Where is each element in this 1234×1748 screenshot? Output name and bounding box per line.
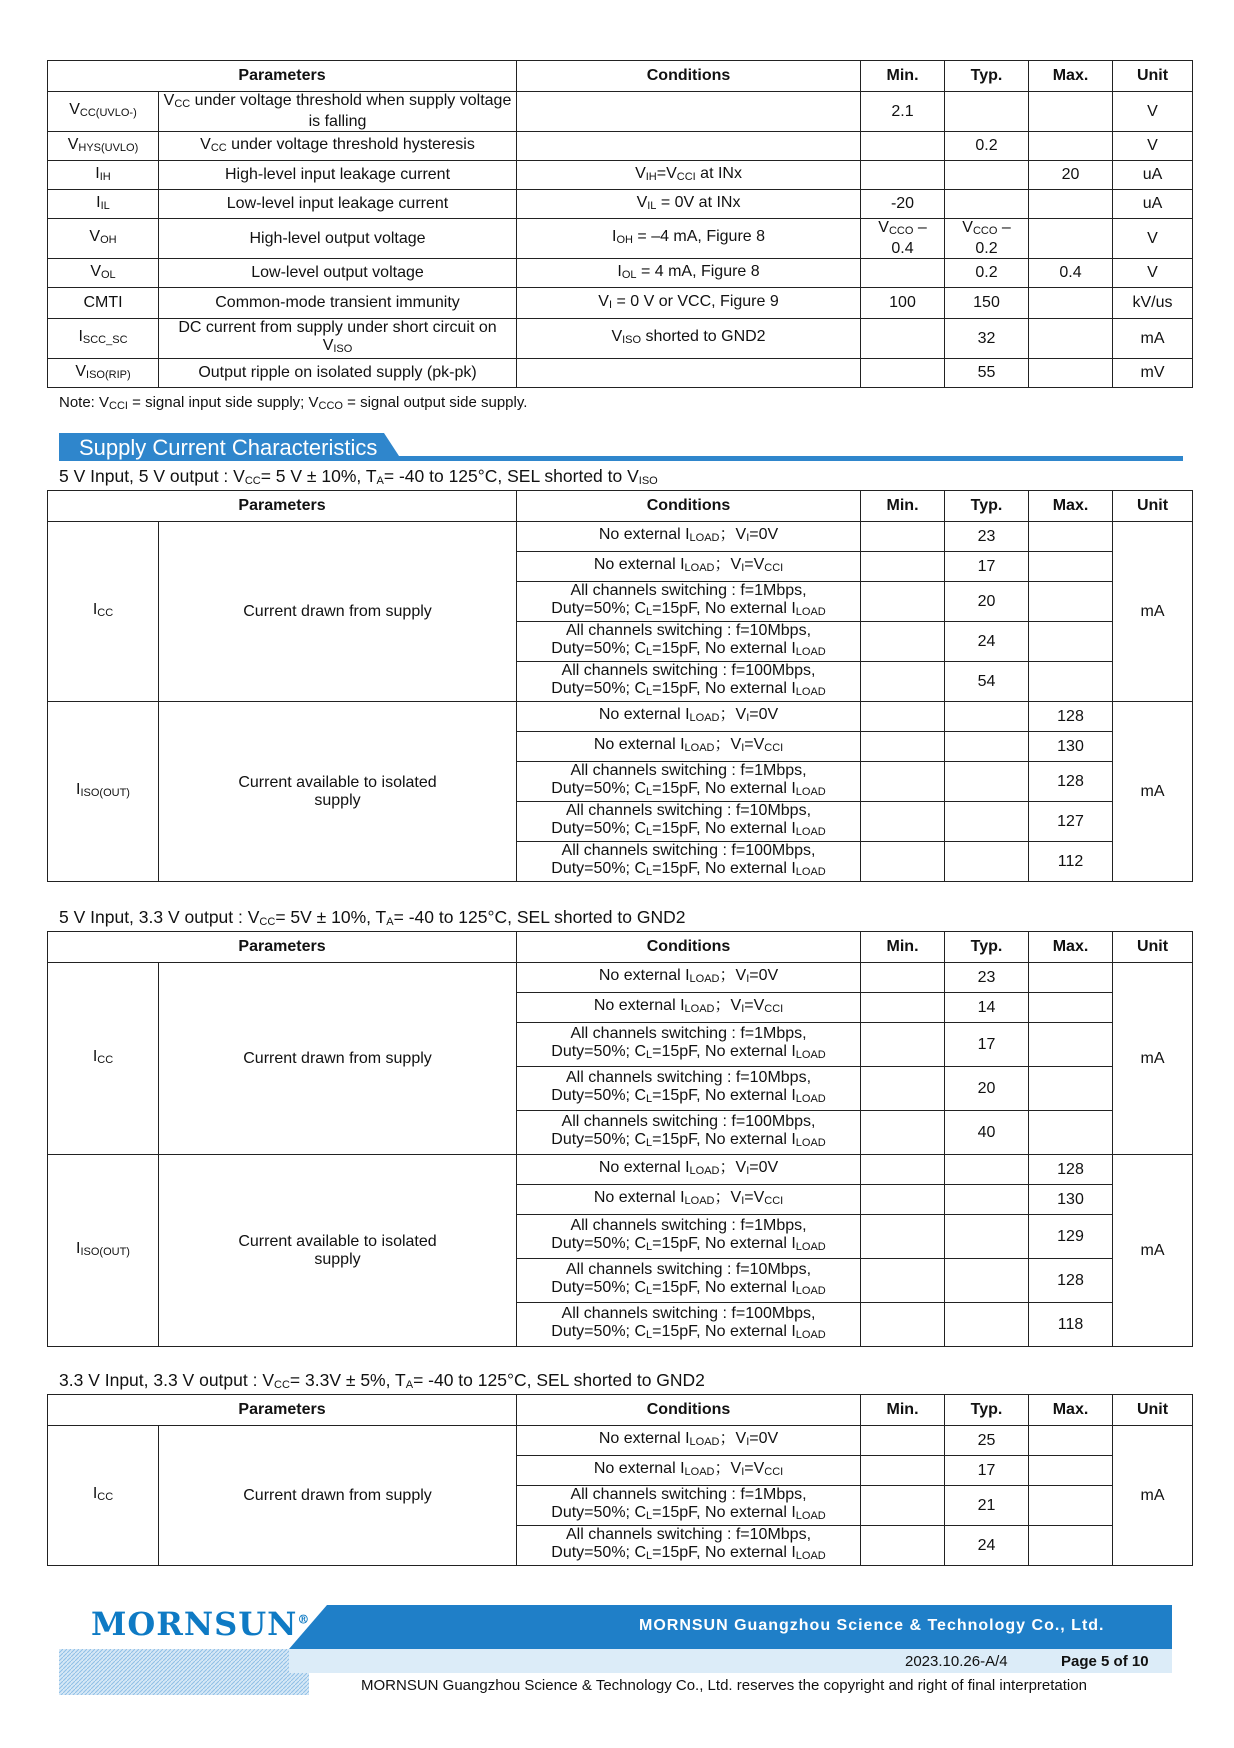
param-description: Current available to isolated supply bbox=[159, 702, 517, 882]
param-symbol: $I_{CC}$ bbox=[48, 963, 159, 1155]
condition: No external $I_{LOAD}$；$V_I=0V$ bbox=[517, 1155, 861, 1185]
section-band-line bbox=[389, 456, 1183, 461]
condition bbox=[517, 92, 861, 132]
param-symbol: $V_{CC(UVLO-)}$ bbox=[48, 92, 159, 132]
typ-value: 150 bbox=[945, 288, 1029, 319]
max-value bbox=[1029, 522, 1113, 552]
header-max: Max. bbox=[1029, 491, 1113, 522]
header-min: Min. bbox=[861, 491, 945, 522]
table-row bbox=[48, 259, 1193, 288]
condition: $V_I = 0$ V or VCC, Figure 9 bbox=[517, 288, 861, 319]
min-value bbox=[861, 662, 945, 702]
param-symbol: $I_{CC}$ bbox=[48, 522, 159, 702]
unit: V bbox=[1113, 132, 1193, 161]
typ-value bbox=[945, 702, 1029, 732]
table-row bbox=[48, 702, 1193, 732]
header-unit: Unit bbox=[1113, 491, 1193, 522]
condition: All channels switching : f=10Mbps, Duty=50%; $C_L=15pF$, No external $I_{LOAD}$ bbox=[517, 1259, 861, 1303]
typ-value bbox=[945, 1303, 1029, 1347]
typ-value: 17 bbox=[945, 1023, 1029, 1067]
footer-hatch bbox=[59, 1649, 309, 1695]
max-value: 118 bbox=[1029, 1303, 1113, 1347]
table-row bbox=[48, 190, 1193, 219]
condition bbox=[517, 359, 861, 388]
max-value bbox=[1029, 993, 1113, 1023]
header-conditions: Conditions bbox=[517, 61, 861, 92]
table-row bbox=[48, 288, 1193, 319]
min-value bbox=[861, 993, 945, 1023]
max-value bbox=[1029, 1486, 1113, 1526]
supply-table-5v-3v3 bbox=[47, 931, 1193, 1347]
max-value bbox=[1029, 1456, 1113, 1486]
condition: All channels switching : f=1Mbps, Duty=50%; $C_L=15pF$, No external $I_{LOAD}$ bbox=[517, 1215, 861, 1259]
max-value: 128 bbox=[1029, 1155, 1113, 1185]
footer-light-band bbox=[289, 1649, 1172, 1673]
block3-subtitle: 3.3 V Input, 3.3 V output : $V_{CC}= 3.3V \pm 5\%$, $T_A= -40$ to 125°C, SEL shorted to GND2 bbox=[59, 1370, 705, 1391]
min-value: $V_{CCO} - 0.4$ bbox=[861, 219, 945, 259]
condition: All channels switching : f=10Mbps, Duty=50%; $C_L=15pF$, No external $I_{LOAD}$ bbox=[517, 802, 861, 842]
unit: mA bbox=[1113, 702, 1193, 882]
header-parameters: Parameters bbox=[48, 1395, 517, 1426]
min-value bbox=[861, 161, 945, 190]
max-value bbox=[1029, 1023, 1113, 1067]
param-description: Current drawn from supply bbox=[159, 1426, 517, 1566]
param-symbol: $I_{ISO(OUT)}$ bbox=[48, 1155, 159, 1347]
condition: No external $I_{LOAD}$；$V_I=V_{CCI}$ bbox=[517, 552, 861, 582]
min-value: -20 bbox=[861, 190, 945, 219]
min-value bbox=[861, 1067, 945, 1111]
unit: uA bbox=[1113, 161, 1193, 190]
typ-value bbox=[945, 190, 1029, 219]
condition: All channels switching : f=10Mbps, Duty=50%; $C_L=15pF$, No external $I_{LOAD}$ bbox=[517, 622, 861, 662]
table-row bbox=[48, 132, 1193, 161]
header-parameters: Parameters bbox=[48, 61, 517, 92]
typ-value: 21 bbox=[945, 1486, 1029, 1526]
condition: No external $I_{LOAD}$；$V_I=0V$ bbox=[517, 702, 861, 732]
condition: No external $I_{LOAD}$；$V_I=V_{CCI}$ bbox=[517, 732, 861, 762]
max-value: 20 bbox=[1029, 161, 1113, 190]
electrical-characteristics-table bbox=[47, 60, 1193, 388]
max-value bbox=[1029, 1111, 1113, 1155]
max-value: 130 bbox=[1029, 732, 1113, 762]
param-symbol: $I_{CC}$ bbox=[48, 1426, 159, 1566]
param-symbol: $V_{OL}$ bbox=[48, 259, 159, 288]
footer-version: 2023.10.26-A/4 bbox=[905, 1653, 1008, 1670]
table-header-row bbox=[48, 61, 1193, 92]
header-parameters: Parameters bbox=[48, 491, 517, 522]
min-value bbox=[861, 1023, 945, 1067]
min-value bbox=[861, 802, 945, 842]
header-min: Min. bbox=[861, 61, 945, 92]
typ-value bbox=[945, 161, 1029, 190]
condition: All channels switching : f=10Mbps, Duty=50%; $C_L=15pF$, No external $I_{LOAD}$ bbox=[517, 1526, 861, 1566]
unit: mA bbox=[1113, 319, 1193, 359]
condition: No external $I_{LOAD}$；$V_I=0V$ bbox=[517, 1426, 861, 1456]
condition: All channels switching : f=1Mbps, Duty=50%; $C_L=15pF$, No external $I_{LOAD}$ bbox=[517, 762, 861, 802]
footer-page-number: Page 5 of 10 bbox=[1061, 1653, 1149, 1670]
max-value bbox=[1029, 552, 1113, 582]
max-value bbox=[1029, 1526, 1113, 1566]
condition: All channels switching : f=100Mbps, Duty=50%; $C_L=15pF$, No external $I_{LOAD}$ bbox=[517, 1111, 861, 1155]
max-value bbox=[1029, 132, 1113, 161]
typ-value: 0.2 bbox=[945, 259, 1029, 288]
max-value: 129 bbox=[1029, 1215, 1113, 1259]
header-max: Max. bbox=[1029, 932, 1113, 963]
typ-value: 25 bbox=[945, 1426, 1029, 1456]
max-value: 127 bbox=[1029, 802, 1113, 842]
typ-value bbox=[945, 92, 1029, 132]
min-value bbox=[861, 259, 945, 288]
max-value bbox=[1029, 288, 1113, 319]
max-value bbox=[1029, 622, 1113, 662]
header-conditions: Conditions bbox=[517, 932, 861, 963]
footer-copyright: MORNSUN Guangzhou Science & Technology Co., Ltd. reserves the copyright and right of final interpretation bbox=[361, 1677, 1087, 1694]
header-conditions: Conditions bbox=[517, 491, 861, 522]
unit: uA bbox=[1113, 190, 1193, 219]
condition: No external $I_{LOAD}$；$V_I=V_{CCI}$ bbox=[517, 1456, 861, 1486]
typ-value bbox=[945, 1155, 1029, 1185]
unit: mA bbox=[1113, 1155, 1193, 1347]
block1-subtitle: 5 V Input, 5 V output : $V_{CC}= 5$ V ± 10%, $T_A= -40$ to 125°C, SEL shorted to $V_{ISO}$ bbox=[59, 466, 658, 487]
supply-table-3v3-3v3 bbox=[47, 1394, 1193, 1566]
footer-company-name: MORNSUN Guangzhou Science & Technology Co., Ltd. bbox=[639, 1617, 1105, 1634]
param-description: High-level input leakage current bbox=[159, 161, 517, 190]
header-max: Max. bbox=[1029, 1395, 1113, 1426]
condition: All channels switching : f=10Mbps, Duty=50%; $C_L=15pF$, No external $I_{LOAD}$ bbox=[517, 1067, 861, 1111]
min-value bbox=[861, 319, 945, 359]
param-description: DC current from supply under short circuit on $V_{ISO}$ bbox=[159, 319, 517, 359]
condition: No external $I_{LOAD}$；$V_I=0V$ bbox=[517, 522, 861, 552]
min-value bbox=[861, 762, 945, 802]
logo-reg: ® bbox=[297, 1612, 311, 1627]
unit: mA bbox=[1113, 1426, 1193, 1566]
section-title: Supply Current Characteristics bbox=[79, 435, 378, 460]
header-typ: Typ. bbox=[945, 1395, 1029, 1426]
table-row bbox=[48, 319, 1193, 359]
param-description: Current available to isolated supply bbox=[159, 1155, 517, 1347]
condition: No external $I_{LOAD}$；$V_I=V_{CCI}$ bbox=[517, 993, 861, 1023]
condition: $I_{OL} = 4$ mA, Figure 8 bbox=[517, 259, 861, 288]
table-row bbox=[48, 359, 1193, 388]
min-value bbox=[861, 1526, 945, 1566]
table-header-row bbox=[48, 491, 1193, 522]
header-max: Max. bbox=[1029, 61, 1113, 92]
param-symbol: $V_{ISO(RIP)}$ bbox=[48, 359, 159, 388]
unit: kV/us bbox=[1113, 288, 1193, 319]
condition: All channels switching : f=1Mbps, Duty=50%; $C_L=15pF$, No external $I_{LOAD}$ bbox=[517, 1023, 861, 1067]
min-value bbox=[861, 132, 945, 161]
header-typ: Typ. bbox=[945, 491, 1029, 522]
table-row bbox=[48, 92, 1193, 132]
max-value: 130 bbox=[1029, 1185, 1113, 1215]
min-value bbox=[861, 359, 945, 388]
typ-value: 40 bbox=[945, 1111, 1029, 1155]
typ-value: 17 bbox=[945, 552, 1029, 582]
typ-value: 54 bbox=[945, 662, 1029, 702]
max-value bbox=[1029, 1426, 1113, 1456]
header-min: Min. bbox=[861, 1395, 945, 1426]
condition: No external $I_{LOAD}$；$V_I=0V$ bbox=[517, 963, 861, 993]
typ-value: 20 bbox=[945, 1067, 1029, 1111]
min-value bbox=[861, 622, 945, 662]
block2-subtitle: 5 V Input, 3.3 V output : $V_{CC}= 5V \pm 10\%$, $T_A= -40$ to 125°C, SEL shorted to GND2 bbox=[59, 907, 686, 928]
header-unit: Unit bbox=[1113, 1395, 1193, 1426]
condition: All channels switching : f=100Mbps, Duty=50%; $C_L=15pF$, No external $I_{LOAD}$ bbox=[517, 1303, 861, 1347]
min-value bbox=[861, 702, 945, 732]
min-value bbox=[861, 1185, 945, 1215]
param-symbol: $V_{HYS(UVLO)}$ bbox=[48, 132, 159, 161]
header-conditions: Conditions bbox=[517, 1395, 861, 1426]
typ-value: 32 bbox=[945, 319, 1029, 359]
min-value bbox=[861, 522, 945, 552]
min-value bbox=[861, 732, 945, 762]
header-typ: Typ. bbox=[945, 932, 1029, 963]
table-row bbox=[48, 161, 1193, 190]
table-row bbox=[48, 1426, 1193, 1456]
condition: $V_{IH}=V_{CCI}$ at INx bbox=[517, 161, 861, 190]
param-symbol: $I_{SCC\_SC}$ bbox=[48, 319, 159, 359]
condition: All channels switching : f=1Mbps, Duty=50%; $C_L=15pF$, No external $I_{LOAD}$ bbox=[517, 1486, 861, 1526]
unit: mA bbox=[1113, 963, 1193, 1155]
company-logo bbox=[91, 1605, 310, 1643]
typ-value: 24 bbox=[945, 622, 1029, 662]
typ-value: 23 bbox=[945, 963, 1029, 993]
param-description: Common-mode transient immunity bbox=[159, 288, 517, 319]
unit: V bbox=[1113, 92, 1193, 132]
param-description: Low-level output voltage bbox=[159, 259, 517, 288]
param-description: $V_{CC}$ under voltage threshold hysteresis bbox=[159, 132, 517, 161]
min-value bbox=[861, 1259, 945, 1303]
header-typ: Typ. bbox=[945, 61, 1029, 92]
unit: mA bbox=[1113, 522, 1193, 702]
typ-value bbox=[945, 732, 1029, 762]
condition: All channels switching : f=100Mbps, Duty=50%; $C_L=15pF$, No external $I_{LOAD}$ bbox=[517, 662, 861, 702]
min-value bbox=[861, 963, 945, 993]
param-symbol: $I_{IL}$ bbox=[48, 190, 159, 219]
min-value bbox=[861, 582, 945, 622]
condition: $V_{IL} = 0V$ at INx bbox=[517, 190, 861, 219]
typ-value bbox=[945, 1185, 1029, 1215]
supply-note: Note: $V_{CCI}$ = signal input side supply; $V_{CCO}$ = signal output side supply. bbox=[59, 394, 528, 412]
logo-text: MORNSUN bbox=[91, 1605, 298, 1643]
param-description: Low-level input leakage current bbox=[159, 190, 517, 219]
param-description: $V_{CC}$ under voltage threshold when supply voltage is falling bbox=[159, 92, 517, 132]
param-description: Output ripple on isolated supply (pk-pk) bbox=[159, 359, 517, 388]
unit: V bbox=[1113, 219, 1193, 259]
max-value: 112 bbox=[1029, 842, 1113, 882]
typ-value bbox=[945, 842, 1029, 882]
max-value: 128 bbox=[1029, 762, 1113, 802]
typ-value: 20 bbox=[945, 582, 1029, 622]
max-value: 128 bbox=[1029, 1259, 1113, 1303]
typ-value bbox=[945, 762, 1029, 802]
typ-value: 14 bbox=[945, 993, 1029, 1023]
typ-value bbox=[945, 802, 1029, 842]
min-value bbox=[861, 1486, 945, 1526]
max-value bbox=[1029, 190, 1113, 219]
min-value bbox=[861, 1215, 945, 1259]
header-min: Min. bbox=[861, 932, 945, 963]
header-unit: Unit bbox=[1113, 932, 1193, 963]
condition: All channels switching : f=100Mbps, Duty=50%; $C_L=15pF$, No external $I_{LOAD}$ bbox=[517, 842, 861, 882]
table-row bbox=[48, 963, 1193, 993]
condition: No external $I_{LOAD}$；$V_I=V_{CCI}$ bbox=[517, 1185, 861, 1215]
param-description: Current drawn from supply bbox=[159, 522, 517, 702]
min-value bbox=[861, 1111, 945, 1155]
max-value bbox=[1029, 963, 1113, 993]
condition bbox=[517, 132, 861, 161]
min-value: 100 bbox=[861, 288, 945, 319]
min-value: 2.1 bbox=[861, 92, 945, 132]
param-symbol: $I_{IH}$ bbox=[48, 161, 159, 190]
param-description: Current drawn from supply bbox=[159, 963, 517, 1155]
table-header-row bbox=[48, 1395, 1193, 1426]
typ-value: $V_{CCO} - 0.2$ bbox=[945, 219, 1029, 259]
max-value: 0.4 bbox=[1029, 259, 1113, 288]
max-value bbox=[1029, 319, 1113, 359]
typ-value: 17 bbox=[945, 1456, 1029, 1486]
table-row bbox=[48, 1155, 1193, 1185]
max-value bbox=[1029, 92, 1113, 132]
min-value bbox=[861, 552, 945, 582]
condition: $V_{ISO}$ shorted to GND2 bbox=[517, 319, 861, 359]
min-value bbox=[861, 1456, 945, 1486]
param-description: High-level output voltage bbox=[159, 219, 517, 259]
param-symbol: $I_{ISO(OUT)}$ bbox=[48, 702, 159, 882]
unit: mV bbox=[1113, 359, 1193, 388]
table-row bbox=[48, 219, 1193, 259]
max-value bbox=[1029, 662, 1113, 702]
header-unit: Unit bbox=[1113, 61, 1193, 92]
typ-value bbox=[945, 1215, 1029, 1259]
typ-value: 0.2 bbox=[945, 132, 1029, 161]
typ-value: 24 bbox=[945, 1526, 1029, 1566]
min-value bbox=[861, 842, 945, 882]
max-value bbox=[1029, 582, 1113, 622]
header-parameters: Parameters bbox=[48, 932, 517, 963]
min-value bbox=[861, 1426, 945, 1456]
max-value bbox=[1029, 1067, 1113, 1111]
table-row bbox=[48, 522, 1193, 552]
condition: $I_{OH} = -4$ mA, Figure 8 bbox=[517, 219, 861, 259]
typ-value bbox=[945, 1259, 1029, 1303]
param-symbol: $V_{OH}$ bbox=[48, 219, 159, 259]
typ-value: 55 bbox=[945, 359, 1029, 388]
unit: V bbox=[1113, 259, 1193, 288]
typ-value: 23 bbox=[945, 522, 1029, 552]
supply-table-5v-5v bbox=[47, 490, 1193, 882]
param-symbol: CMTI bbox=[48, 288, 159, 319]
max-value bbox=[1029, 359, 1113, 388]
min-value bbox=[861, 1303, 945, 1347]
table-header-row bbox=[48, 932, 1193, 963]
table-body bbox=[48, 92, 1193, 388]
min-value bbox=[861, 1155, 945, 1185]
max-value: 128 bbox=[1029, 702, 1113, 732]
max-value bbox=[1029, 219, 1113, 259]
condition: All channels switching : f=1Mbps, Duty=50%; $C_L=15pF$, No external $I_{LOAD}$ bbox=[517, 582, 861, 622]
